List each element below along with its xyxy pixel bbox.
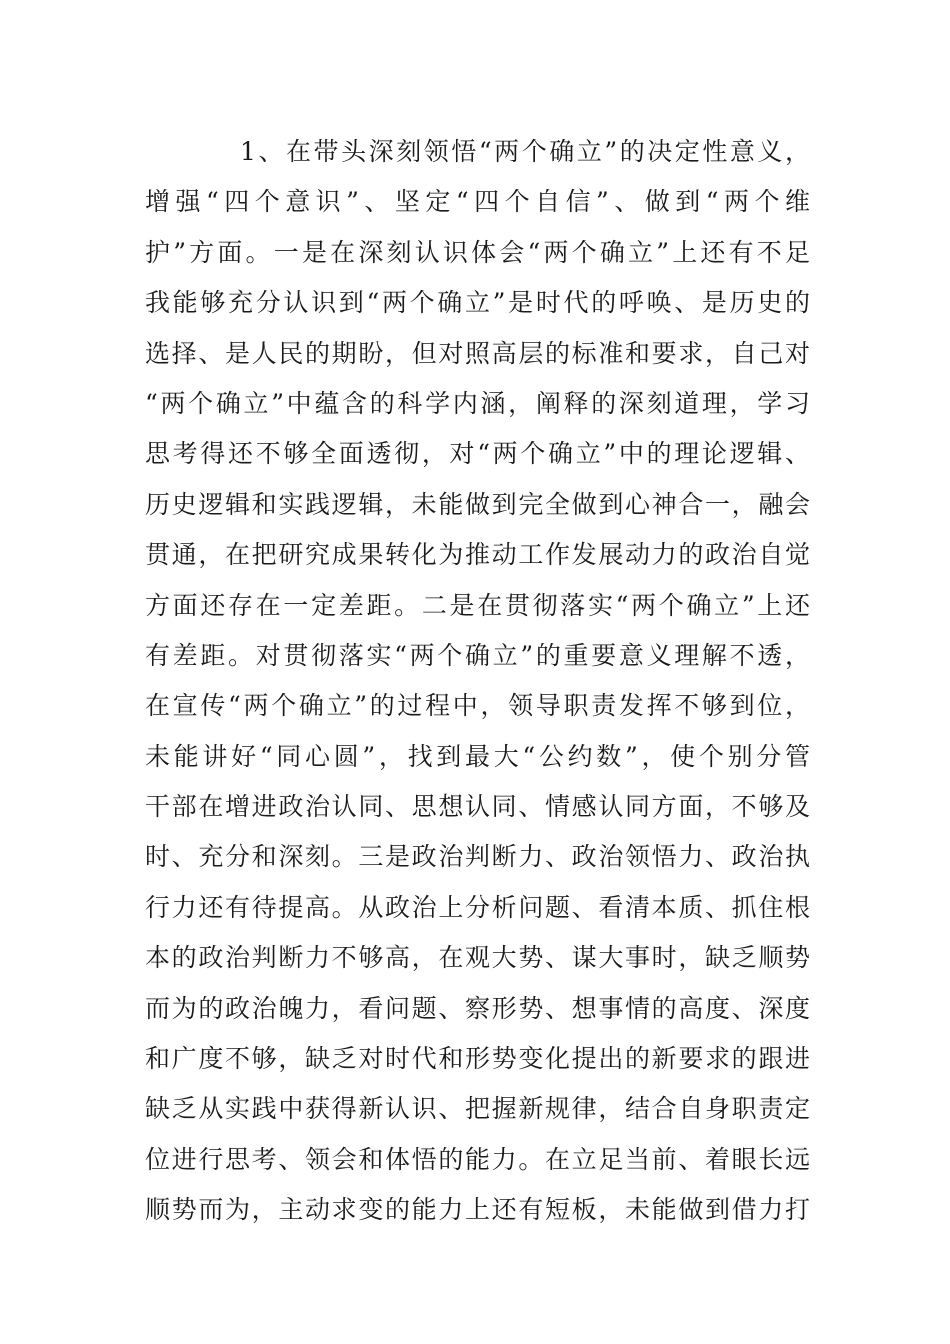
text-line: 历史逻辑和实践逻辑，未能做到完全做到心神合一，融会 [145,489,810,519]
text-line: 有差距。对贯彻落实“两个确立”的重要意义理解不透， [145,640,810,670]
text-line: 未能讲好“同心圆”，找到最大“公约数”，使个别分管 [145,741,810,771]
text-line: 我能够充分认识到“两个确立”是时代的呼唤、是历史的 [145,288,810,318]
text-line: “两个确立”中蕴含的科学内涵，阐释的深刻道理，学习 [145,388,810,418]
text-line: 行力还有待提高。从政治上分析问题、看清本质、抓住根 [145,892,810,922]
text-line: 而为的政治魄力，看问题、察形势、想事情的高度、深度 [145,993,810,1023]
text-line: 和广度不够，缺乏对时代和形势变化提出的新要求的跟进 [145,1044,810,1074]
text-line: 贯通，在把研究成果转化为推动工作发展动力的政治自觉 [145,540,810,570]
text-line: 方面还存在一定差距。二是在贯彻落实“两个确立”上还 [145,590,810,620]
text-line: 本的政治判断力不够高，在观大势、谋大事时，缺乏顺势 [145,943,810,973]
text-line: 位进行思考、领会和体悟的能力。在立足当前、着眼长远 [145,1144,810,1174]
text-line: 缺乏从实践中获得新认识、把握新规律，结合自身职责定 [145,1094,810,1124]
body-paragraph [145,127,810,1236]
text-line: 顺势而为，主动求变的能力上还有短板，未能做到借力打 [145,1195,810,1225]
text-line: 增强“四个意识”、坚定“四个自信”、做到“两个维 [145,187,810,217]
text-line: 思考得还不够全面透彻，对“两个确立”中的理论逻辑、 [145,439,810,469]
text-line: 时、充分和深刻。三是政治判断力、政治领悟力、政治执 [145,842,810,872]
text-line: 1、在带头深刻领悟“两个确立”的决定性意义， [240,137,810,166]
text-line: 护”方面。一是在深刻认识体会“两个确立”上还有不足 [145,237,810,267]
text-line: 干部在增进政治认同、思想认同、情感认同方面，不够及 [145,792,810,822]
text-line: 在宣传“两个确立”的过程中，领导职责发挥不够到位， [145,691,810,721]
text-line: 选择、是人民的期盼，但对照高层的标准和要求，自己对 [145,338,810,368]
